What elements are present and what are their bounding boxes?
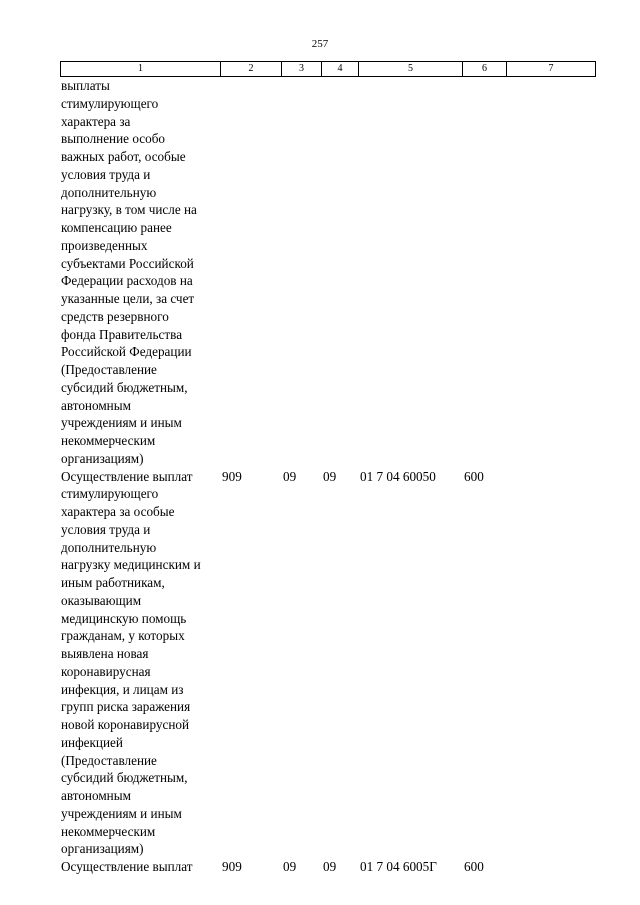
column-header-1: 1 xyxy=(61,62,221,77)
row-description-line: выявлена новая xyxy=(61,646,149,661)
row-description-line: выполнение особо xyxy=(61,131,165,147)
row-description-line: некоммерческим xyxy=(61,433,156,448)
row-column-6-value: 600 xyxy=(464,859,484,874)
row-description-line: субъектами Российской xyxy=(61,255,194,271)
row-description-line: (Предоставление xyxy=(61,752,157,768)
row-description-line: фонда Правительства xyxy=(61,326,183,342)
row-description-line: медицинскую помощь xyxy=(61,610,187,626)
column-header-row xyxy=(61,62,596,77)
row-description-line: дополнительную xyxy=(61,539,157,555)
column-header-3: 3 xyxy=(282,62,322,77)
row-description-line: некоммерческим xyxy=(61,823,156,839)
row-column-3-value: 09 xyxy=(283,859,297,874)
row-description-line: инфекция, и лицам из xyxy=(61,681,184,697)
row-description-line: важных работ, особые xyxy=(61,149,186,164)
row-description-line: Российской Федерации xyxy=(61,344,192,360)
row-description-line: условия труда и xyxy=(61,521,151,537)
column-header-7: 7 xyxy=(507,62,596,77)
row-description-line: нагрузку медицинским и xyxy=(61,557,201,573)
column-header-2: 2 xyxy=(221,62,282,77)
row-description-line: учреждениям и иным xyxy=(61,415,182,431)
row-column-2-value: 909 xyxy=(222,859,242,874)
row-column-2-value: 909 xyxy=(222,468,242,484)
row-description-line: компенсацию ранее xyxy=(61,220,172,235)
row-description-line: стимулирующего xyxy=(61,95,159,111)
row-description-line: произведенных xyxy=(61,237,148,253)
row-description-line: оказывающим xyxy=(61,592,142,608)
row-description-line: автономным xyxy=(61,397,131,413)
row-description-line: характера за особые xyxy=(61,504,175,519)
row-description-line: организациям) xyxy=(61,841,144,857)
row-description-line: организациям) xyxy=(61,450,144,466)
row-description-line: гражданам, у которых xyxy=(61,628,185,644)
row-column-6-value: 600 xyxy=(464,468,484,484)
row-description-line: групп риска заражения xyxy=(61,699,191,715)
row-description-line: Федерации расходов на xyxy=(61,273,193,289)
row-column-5-value: 01 7 04 60050 xyxy=(360,468,436,484)
row-description-line: нагрузку, в том числе на xyxy=(61,202,197,218)
row-column-4-value: 09 xyxy=(323,468,337,484)
row-description-line: выплаты xyxy=(61,78,110,93)
row-description-line: инфекцией xyxy=(61,734,123,750)
column-header-5: 5 xyxy=(359,62,463,77)
row-description-line: субсидий бюджетным, xyxy=(61,770,188,786)
row-description-line: субсидий бюджетным, xyxy=(61,379,188,395)
page-number: 257 xyxy=(311,38,329,50)
row-description-line: дополнительную xyxy=(61,184,157,200)
row-description-line: указанные цели, за счет xyxy=(61,291,195,306)
row-description-line: Осуществление выплат xyxy=(61,468,193,484)
row-description-line: (Предоставление xyxy=(61,362,157,377)
row-description-line: условия труда и xyxy=(61,166,151,182)
row-description-line: Осуществление выплат xyxy=(61,859,193,874)
column-header-6: 6 xyxy=(463,62,507,77)
row-column-4-value: 09 xyxy=(323,859,337,874)
row-description-line: иным работникам, xyxy=(61,575,165,590)
column-header-table xyxy=(60,61,596,77)
row-description-line: средств резервного xyxy=(61,308,169,324)
row-column-5-value: 01 7 04 6005Г xyxy=(360,859,437,874)
row-description-line: новой коронавирусной xyxy=(61,717,190,732)
row-description-line: автономным xyxy=(61,788,131,803)
row-description-line: коронавирусная xyxy=(61,663,151,679)
row-column-3-value: 09 xyxy=(283,468,297,484)
row-description-line: стимулирующего xyxy=(61,486,159,502)
row-description-line: учреждениям и иным xyxy=(61,805,182,821)
row-description-line: характера за xyxy=(61,113,131,129)
column-header-4: 4 xyxy=(322,62,359,77)
